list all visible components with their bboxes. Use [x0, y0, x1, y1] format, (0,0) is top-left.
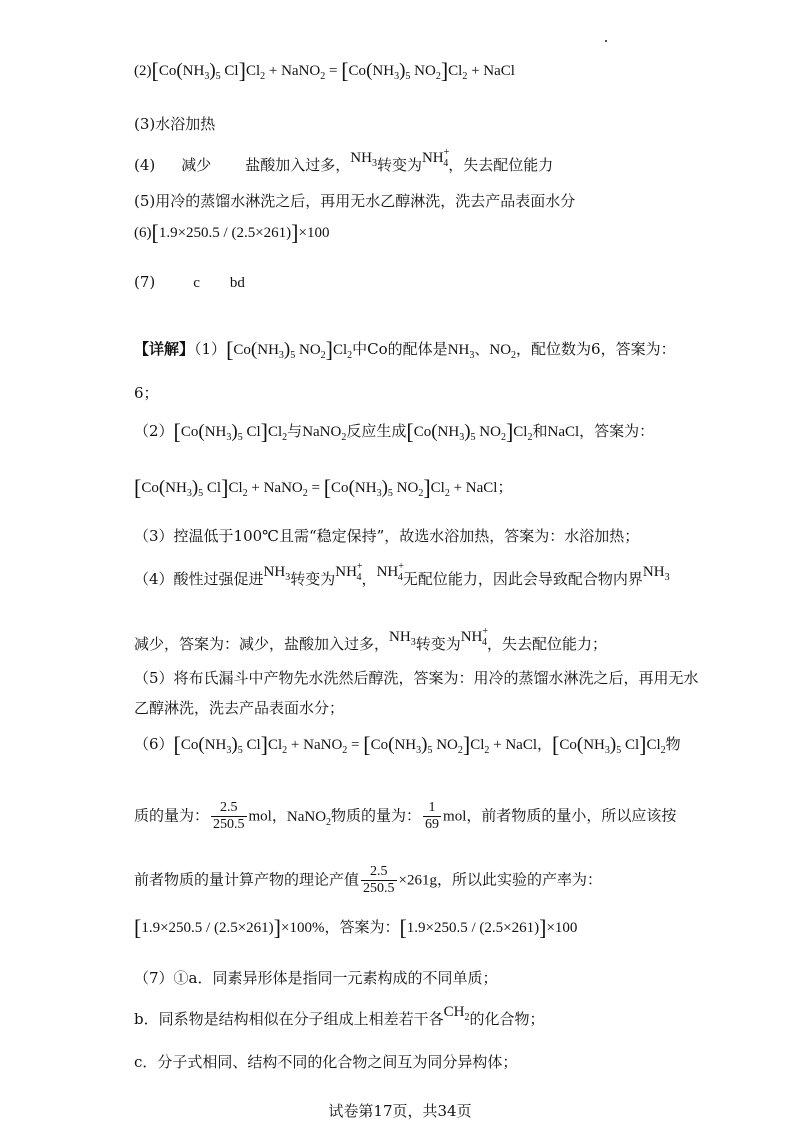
- unit-mol: mol: [443, 808, 467, 825]
- detail-6-text: 质的量为：: [134, 806, 210, 825]
- detail-4-text: 减少，答案为：减少，盐酸加入过多，: [134, 635, 390, 653]
- detail-6-text: ×100: [546, 920, 578, 936]
- detail-6-text: ，所以此实验的产率为：: [436, 870, 602, 889]
- answer-4-text: 转变为: [376, 156, 422, 174]
- detail-7-line3: c．分子式相同、结构不同的化合物之间互为同分异构体；: [134, 1053, 518, 1071]
- answer-6-label: (6): [134, 225, 152, 241]
- answer-4: (4) 减少 盐酸加入过多，$NH_3$转变为$NH^+_4$，失去配位能力: [134, 147, 554, 174]
- answer-5: (5)用冷的蒸馏水淋洗之后，再用无水乙醇淋洗，洗去产品表面水分: [134, 192, 576, 210]
- detail-6-text: 物: [665, 735, 681, 753]
- detail-6: $(6)[Co(NH_3)_5$ $Cl]Cl_2$ + NaNO$_2$ = [$Co(NH_3)_5$ $NO_2]Cl_2$ + NaCl，[$Co(NH_3)_5$ $Cl]Cl_2$物: [134, 732, 681, 757]
- answer-7: [134, 271, 245, 294]
- detail-4-text: ，失去配位能力；: [487, 635, 608, 653]
- yield-expr: 1.9×250.5 / (2.5×261): [406, 920, 540, 936]
- detail-1-text: 、: [474, 340, 490, 358]
- answer-6-expr: 1.9×250.5 / (2.5×261): [158, 225, 292, 241]
- detail-2-equation: [$Co(NH_3)_5$ $Cl]Cl_2$ + NaNO$_2$ = [$Co(NH_3)_5$ $NO_2]Cl_2$ + NaCl；: [134, 475, 513, 500]
- detail-6-line3: [134, 864, 602, 897]
- detail-6-text: 物质的量为：: [331, 806, 422, 825]
- detail-4: （4）酸性过强促进$NH_3$转变为$NH^+_4$，$NH^+_4$无配位能力，因此会导致配合物内界$NH_3$: [134, 561, 670, 588]
- fraction-1-over-69: $\frac{1}{69}$: [425, 800, 440, 832]
- detail-4-text: 无配位能力，因此会导致配合物内界: [402, 570, 643, 588]
- fraction-2-5-over-250-5: $\frac{2.5}{250.5}$: [213, 800, 245, 832]
- yield-expr: 1.9×250.5 / (2.5×261): [141, 920, 274, 936]
- detail-6-line4: [1.9×250.5 / (2.5×261)]×100%，答案为：[1.9×250.5 / (2.5×261)]×100: [134, 915, 578, 940]
- answer-6: (6)[1.9×250.5 / (2.5×261)]×100: [134, 220, 330, 245]
- answer-7-label: (7): [134, 273, 156, 291]
- detail-1-text: 中Co的配体是: [352, 340, 448, 358]
- detail-3: （3）控温低于100℃且需“稳定保持”，故选水浴加热，答案为：水浴加热；: [134, 527, 640, 545]
- detail-2: $(2)[Co(NH_3)_5$ $Cl]Cl_2$与NaNO$_2$反应生成[$Co(NH_3)_5$ $NO_2]Cl_2$和NaCl，答案为：: [134, 419, 655, 444]
- detail-2-text: 反应生成: [346, 422, 407, 440]
- detail-6-text: ×261g: [398, 872, 437, 889]
- answer-3: (3)水浴加热: [134, 115, 216, 133]
- detail-heading: 【详解】: [134, 340, 195, 358]
- detail-2-text: 和: [532, 422, 548, 440]
- detail-4-text: （4）酸性过强促进: [134, 570, 264, 588]
- answer-4-text: ，失去配位能力: [448, 156, 554, 174]
- detail-7-line2: b．同系物是结构相似在分子组成上相差若干各$CH_2$的化合物；: [134, 1004, 545, 1028]
- detail-1-line2: 6；: [134, 384, 159, 402]
- answer-7-bd: bd: [229, 275, 245, 291]
- scan-dot: [605, 40, 607, 42]
- detail-6-text: ，: [271, 806, 287, 825]
- detail-1: 【详解】$(1)[Co(NH_3)_5$ $NO_2]Cl_2$中Co的配体是$NH_3$、$NO_2$，配位数为6，答案为：: [134, 337, 676, 362]
- detail-1-num: （1）: [194, 340, 227, 358]
- detail-6-text: ×100%: [280, 920, 325, 936]
- answer-2: $(2)[Co(NH_3)_5$ $Cl]Cl_2$ + NaNO$_2$ = [$Co(NH_3)_5$ $NO_2]Cl_2$ + NaCl: [134, 58, 515, 83]
- detail-2-num: （2）: [134, 422, 174, 440]
- detail-1-text: ，配位数为6，答案为：: [516, 340, 676, 358]
- detail-4-text: 转变为: [290, 570, 336, 588]
- fraction-2-5-over-250-5: $\frac{2.5}{250.5}$: [363, 864, 395, 896]
- answer-4-label: (4): [134, 156, 156, 174]
- detail-6-text: ，答案为：: [324, 918, 400, 936]
- answer-6-tail: ×100: [298, 225, 330, 241]
- detail-2-text: 与: [287, 422, 303, 440]
- answer-4-word: 减少: [181, 156, 212, 174]
- detail-5-line2: 乙醇淋洗，洗去产品表面水分；: [134, 699, 345, 717]
- answer-2-label: (2): [134, 63, 152, 79]
- detail-2-text: ，答案为：: [579, 422, 655, 440]
- answer-4-text: 盐酸加入过多，: [245, 156, 351, 174]
- detail-2-end: ；: [497, 480, 513, 496]
- detail-4-text: 转变为: [415, 635, 461, 653]
- detail-7-text: b．同系物是结构相似在分子组成上相差若干各: [134, 1010, 444, 1028]
- page-footer: 试卷第17页，共34页: [328, 1102, 472, 1120]
- detail-5-line1: （5）将布氏漏斗中产物先水洗然后醇洗，答案为：用冷的蒸馏水淋洗之后，再用无水: [134, 669, 699, 687]
- detail-4-text: ，: [361, 570, 377, 588]
- detail-7-line1: （7）①a．同素异形体是指同一元素构成的不同单质；: [134, 969, 498, 987]
- unit-mol: mol: [248, 808, 272, 825]
- detail-6-comma: ，: [537, 735, 553, 753]
- detail-6-text: 前者物质的量计算产物的理论产值: [134, 870, 360, 889]
- detail-4-line2: 减少，答案为：减少，盐酸加入过多，$NH_3$转变为$NH^+_4$，失去配位能力；: [134, 626, 608, 653]
- detail-6-num: （6）: [134, 735, 174, 753]
- detail-6-line2: 质的量为： $\frac{2.5}{250.5}$ mol，NaNO$_2$物质的量为： $\frac{1}{69}$ mol，前者物质的量小，所以应该按: [134, 800, 677, 832]
- answer-7-c: c: [193, 275, 200, 291]
- detail-7-text: 的化合物；: [469, 1010, 545, 1028]
- detail-6-text: ，前者物质的量小，所以应该按: [466, 806, 677, 825]
